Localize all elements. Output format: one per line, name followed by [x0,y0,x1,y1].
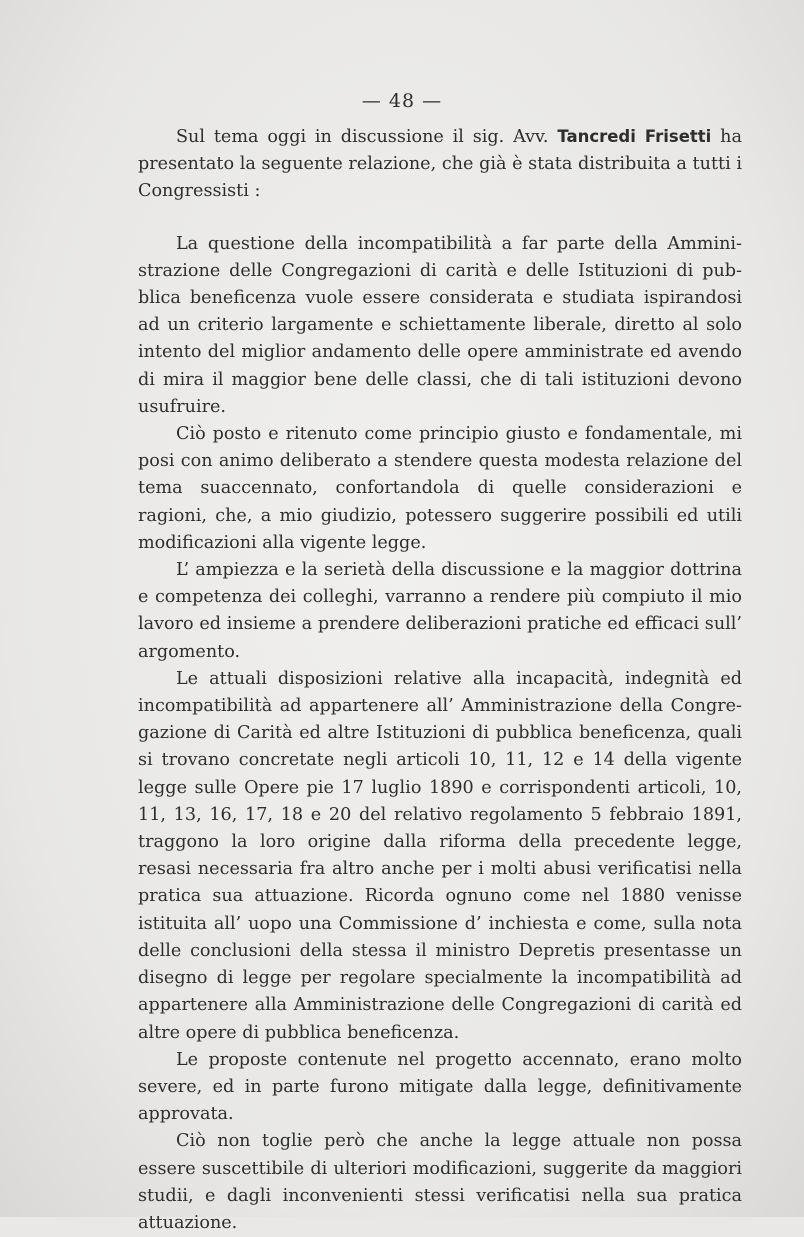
paragraph-5: Le proposte contenute nel progetto accennato, erano molto severe, ed in parte furono mitigate dalla legge, definitivamente approvata. [138,1049,742,1125]
paragraph-2: Ciò posto e ritenuto come principio giusto e fondamentale, mi posi con animo deliberato a stendere questa modesta relazione del tema suaccennato, confortandola di quelle considerazioni e ragioni, che, a mio giudizio, potessero suggerire possibili ed utili modificazioni alla vigente legge. [138,424,742,553]
intro-after: ha presentato la seguente relazione, che già è stata distribuita a tutti i Congressisti : [138,127,742,202]
paragraph-6: Ciò non toglie però che anche la legge attuale non possa essere suscettibile di ulteriori modificazioni, suggerite da maggiori studii, e dagli inconvenienti stessi verificatisi nella sua pratica attuazione. [138,1131,742,1233]
paragraph-3: L’ ampiezza e la serietà della discussione e la maggior dottrina e competenza dei colleghi, varranno a rendere più compiuto il mio lavoro ed insieme a prendere deliberazioni pratiche ed efficaci sull’ argomento. [138,560,742,662]
page-number: — 48 — [361,90,443,112]
paragraph-1: La questione della incompatibilità a far parte della Amministrazione delle Congregazioni di carità e delle Istituzioni di pubblica beneficenza vuole essere considerata e studiata ispirandosi ad un criterio largamente e schiettamente liberale, diretto al solo intento del miglior andamento delle opere amministrate ed avendo di mira il maggior bene delle classi, che di tali istituzioni devono usufruire. [138,233,742,417]
intro-before: Sul tema oggi in discussione il sig. Avv. [176,127,558,147]
intro-paragraph [138,123,742,206]
paragraph-4: Le attuali disposizioni relative alla incapacità, indegnità ed incompatibilità ad appartenere all’ Amministrazione della Congregazione di Carità ed altre Istituzioni di pubblica beneficenza, quali si trovano concretate negli articoli 10, 11, 12 e 14 della vigente legge sulle Opere pie 17 luglio 1890 e corrispondenti articoli, 10, 11, 13, 16, 17, 18 e 20 del relativo regolamento 5 febbraio 1891, traggono la loro origine dalla riforma della precedente legge, resasi necessaria fra altro anche per i molti abusi verificatisi nella pratica sua attuazione. Ricorda ognuno come nel 1880 venisse istituita all’ uopo una Commissione d’ inchiesta e come, sulla nota delle conclusioni della stessa il ministro Depretis presentasse un disegno di legge per regolare specialmente la incompatibilità ad appartenere alla Amministrazione delle Congregazioni di carità ed altre opere di pubblica beneficenza. [138,668,742,1043]
body-text [138,123,742,1237]
speaker-name: Tancredi Frisetti [557,127,712,146]
